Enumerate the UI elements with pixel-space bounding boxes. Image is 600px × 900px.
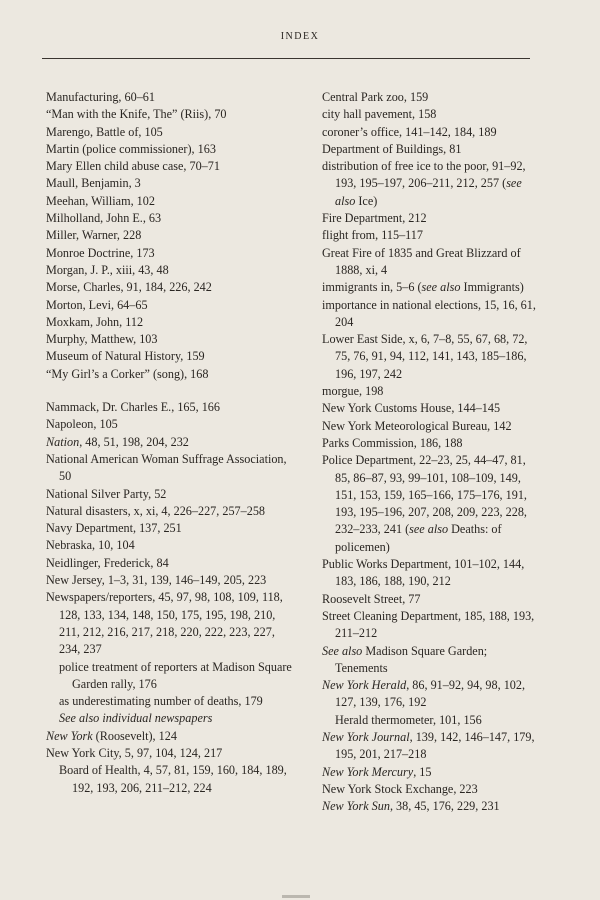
index-entry bbox=[322, 764, 542, 781]
index-entry-text: Manufacturing, 60–61 bbox=[46, 90, 155, 104]
index-entry bbox=[46, 572, 296, 589]
index-entry-text: Napoleon, 105 bbox=[46, 417, 118, 432]
index-subentry bbox=[59, 762, 296, 797]
index-entry bbox=[46, 589, 296, 658]
index-entry-text: New York City, 5, 97, 104, 124, 217 bbox=[46, 745, 223, 760]
index-entry-text: see also bbox=[409, 522, 449, 537]
index-entry-text: , 15 bbox=[413, 764, 432, 779]
index-entry bbox=[46, 124, 296, 141]
index-entry-text: importance in national elections, 15, 16, 61, 204 bbox=[322, 297, 536, 329]
index-entry-text: Public Works Department, 101–102, 144, 183, 186, 188, 190, 212 bbox=[322, 557, 525, 589]
index-entry bbox=[322, 331, 542, 383]
index-entry-text: National Silver Party, 52 bbox=[46, 486, 167, 501]
index-entry bbox=[46, 262, 296, 279]
index-entry bbox=[322, 158, 542, 210]
index-entry-text: New York Journal bbox=[322, 729, 410, 744]
index-entry bbox=[46, 728, 296, 745]
index-entry-text: Street Cleaning Department, 185, 188, 193, 211–212 bbox=[322, 608, 535, 641]
index-entry-text: Navy Department, 137, 251 bbox=[46, 521, 182, 536]
index-entry-text: , 48, 51, 198, 204, 232 bbox=[79, 434, 189, 449]
index-entry-text: , 86, 91–92, 94, 98, 102, 127, 139, 176, 192 bbox=[335, 678, 526, 710]
index-entry-text: New York Sun bbox=[322, 799, 390, 814]
index-entry bbox=[46, 399, 296, 416]
index-entry bbox=[322, 591, 542, 608]
index-entry bbox=[46, 537, 296, 554]
index-entry bbox=[46, 503, 296, 520]
index-subentry bbox=[335, 712, 542, 729]
index-entry-text: Roosevelt Street, 77 bbox=[322, 591, 421, 606]
page-footer bbox=[0, 892, 600, 900]
index-entry-text: Miller, Warner, 228 bbox=[46, 228, 142, 243]
index-entry bbox=[46, 555, 296, 572]
index-entry bbox=[46, 451, 296, 486]
running-header: INDEX bbox=[280, 31, 320, 42]
index-entry bbox=[322, 227, 542, 244]
index-entry bbox=[46, 141, 296, 158]
index-entry-text: distribution of free ice to the poor, 91–92, 193, 195–197, 206–211, 212, 257 ( bbox=[322, 159, 526, 191]
index-entry-text: Morgan, J. P., xiii, 43, 48 bbox=[46, 262, 169, 277]
index-entry bbox=[322, 124, 542, 141]
index-entry-text: Deaths: of policemen) bbox=[335, 522, 502, 554]
index-entry-text: Department of Buildings, 81 bbox=[322, 141, 462, 156]
index-entry bbox=[322, 435, 542, 452]
index-entry bbox=[46, 416, 296, 433]
index-entry-text: Marengo, Battle of, 105 bbox=[46, 124, 163, 139]
index-entry-text: New York Meteorological Bureau, 142 bbox=[322, 418, 512, 433]
index-entry-text: Nation bbox=[46, 434, 80, 449]
index-column-left bbox=[46, 89, 296, 797]
index-entry bbox=[46, 348, 296, 365]
index-entry-text: New York Herald bbox=[322, 678, 407, 693]
index-entry-text: Mary Ellen child abuse case, 70–71 bbox=[46, 159, 220, 174]
index-entry bbox=[322, 245, 542, 280]
index-column-right bbox=[322, 89, 542, 815]
index-entry-text: Nebraska, 10, 104 bbox=[46, 538, 135, 553]
index-entry-text: Lower East Side, x, 6, 7–8, 55, 67, 68, 72, 75, 76, 91, 94, 112, 141, 143, 185–186, 196, 197, 242 bbox=[322, 332, 528, 381]
index-entry-text: city hall pavement, 158 bbox=[322, 107, 437, 122]
index-entry-text: Martin (police commissioner), 163 bbox=[46, 141, 216, 156]
index-entry bbox=[322, 798, 542, 815]
index-entry bbox=[46, 227, 296, 244]
index-subentry bbox=[59, 693, 296, 710]
index-entry-text: Moxkam, John, 112 bbox=[46, 314, 144, 329]
index-entry bbox=[322, 418, 542, 435]
index-entry bbox=[322, 677, 542, 712]
index-entry bbox=[322, 141, 542, 158]
index-entry-text: morgue, 198 bbox=[322, 384, 384, 399]
index-entry-text: Great Fire of 1835 and Great Blizzard of 1888, xi, 4 bbox=[322, 245, 521, 277]
folio-mark bbox=[282, 895, 310, 898]
index-subentry bbox=[59, 659, 296, 694]
index-entry-text: Morse, Charles, 91, 184, 226, 242 bbox=[46, 280, 212, 295]
index-entry bbox=[322, 781, 542, 798]
index-entry-text: “Man with the Knife, The” (Riis), 70 bbox=[46, 107, 227, 122]
index-entry bbox=[322, 89, 542, 106]
index-entry bbox=[322, 452, 542, 556]
index-entry bbox=[46, 175, 296, 192]
index-entry bbox=[322, 210, 542, 227]
index-entry-text: Meehan, William, 102 bbox=[46, 193, 155, 208]
index-subentry bbox=[59, 710, 296, 727]
index-entry-text: Museum of Natural History, 159 bbox=[46, 349, 205, 364]
index-entry-text: New York Stock Exchange, 223 bbox=[322, 781, 478, 796]
header-rule bbox=[42, 58, 530, 59]
index-entry-text: Immigrants) bbox=[460, 280, 524, 295]
index-entry-text: Monroe Doctrine, 173 bbox=[46, 245, 155, 260]
index-entry bbox=[322, 608, 542, 643]
index-entry bbox=[46, 210, 296, 227]
index-entry-text: National American Woman Suffrage Association, 50 bbox=[46, 451, 287, 484]
index-entry-text: see also bbox=[421, 280, 461, 295]
index-entry bbox=[46, 314, 296, 331]
index-entry-text: Maull, Benjamin, 3 bbox=[46, 176, 141, 191]
index-entry-text: See also bbox=[322, 643, 363, 658]
index-entry bbox=[46, 89, 296, 106]
index-entry-text: Murphy, Matthew, 103 bbox=[46, 332, 158, 347]
index-entry-text: “My Girl’s a Corker” (song), 168 bbox=[46, 366, 209, 381]
index-entry bbox=[322, 297, 542, 332]
index-entry-text: flight from, 115–117 bbox=[322, 228, 423, 243]
index-entry bbox=[322, 383, 542, 400]
index-entry bbox=[46, 245, 296, 262]
index-entry bbox=[322, 643, 542, 678]
index-entry-text: Parks Commission, 186, 188 bbox=[322, 435, 463, 450]
index-entry-text: as underestimating number of deaths, 179 bbox=[59, 694, 263, 709]
index-entry bbox=[322, 556, 542, 591]
index-entry bbox=[46, 434, 296, 451]
index-entry-text: Newspapers/reporters, 45, 97, 98, 108, 109, 118, 128, 133, 134, 148, 150, 175, 195, 198, 210, 211, 212, 216, 217, 218, 220, 222, 223, 227, 234, 237 bbox=[46, 590, 283, 657]
index-entry bbox=[46, 106, 296, 123]
index-entry bbox=[46, 279, 296, 296]
index-entry bbox=[46, 297, 296, 314]
index-entry-text: Herald thermometer, 101, 156 bbox=[335, 712, 482, 727]
index-entry-text: New York Mercury bbox=[322, 764, 414, 779]
index-entry-text: New Jersey, 1–3, 31, 139, 146–149, 205, 223 bbox=[46, 573, 267, 588]
index-entry-text: Ice) bbox=[355, 193, 378, 208]
index-entry-text: Nammack, Dr. Charles E., 165, 166 bbox=[46, 400, 220, 415]
index-entry bbox=[46, 158, 296, 175]
index-entry-text: police treatment of reporters at Madison Square Garden rally, 176 bbox=[59, 659, 292, 691]
index-entry-text: Natural disasters, x, xi, 4, 226–227, 257–258 bbox=[46, 503, 266, 518]
index-entry bbox=[46, 331, 296, 348]
index-entry-text: Police Department, 22–23, 25, 44–47, 81, 85, 86–87, 93, 99–101, 108–109, 149, 151, 153, 159, 165–166, 175–176, 191, 193, 195–196, 207, 208, 209, 223, 228, 232–233, 241 ( bbox=[322, 453, 527, 537]
index-entry bbox=[322, 400, 542, 417]
index-entry-text: Fire Department, 212 bbox=[322, 211, 427, 226]
index-entry-text: New York Customs House, 144–145 bbox=[322, 401, 501, 416]
index-entry-text: Neidlinger, Frederick, 84 bbox=[46, 555, 169, 570]
index-entry bbox=[46, 366, 296, 383]
index-entry bbox=[46, 520, 296, 537]
index-entry-text: , 139, 142, 146–147, 179, 195, 201, 217–218 bbox=[335, 729, 535, 762]
index-entry-text: Milholland, John E., 63 bbox=[46, 211, 162, 226]
index-entry bbox=[322, 106, 542, 123]
index-entry-text: Morton, Levi, 64–65 bbox=[46, 297, 148, 312]
index-entry-text: Central Park zoo, 159 bbox=[322, 90, 429, 104]
index-entry-text: See also individual newspapers bbox=[59, 711, 213, 726]
index-entry bbox=[322, 279, 542, 296]
index-entry bbox=[46, 486, 296, 503]
index-entry-text: see also bbox=[335, 176, 522, 208]
index-entry-text: immigrants in, 5–6 ( bbox=[322, 280, 422, 295]
index-entry-text: Madison Square Garden; Tenements bbox=[335, 643, 488, 675]
index-entry-text: New York bbox=[46, 728, 93, 743]
index-entry bbox=[46, 745, 296, 762]
index-entry-text: Board of Health, 4, 57, 81, 159, 160, 184, 189, 192, 193, 206, 211–212, 224 bbox=[59, 763, 287, 795]
index-entry bbox=[46, 193, 296, 210]
index-entry bbox=[322, 729, 542, 764]
index-entry-text: , 38, 45, 176, 229, 231 bbox=[389, 799, 500, 814]
index-entry-text: coroner’s office, 141–142, 184, 189 bbox=[322, 124, 497, 139]
index-entry-text: (Roosevelt), 124 bbox=[92, 728, 177, 743]
